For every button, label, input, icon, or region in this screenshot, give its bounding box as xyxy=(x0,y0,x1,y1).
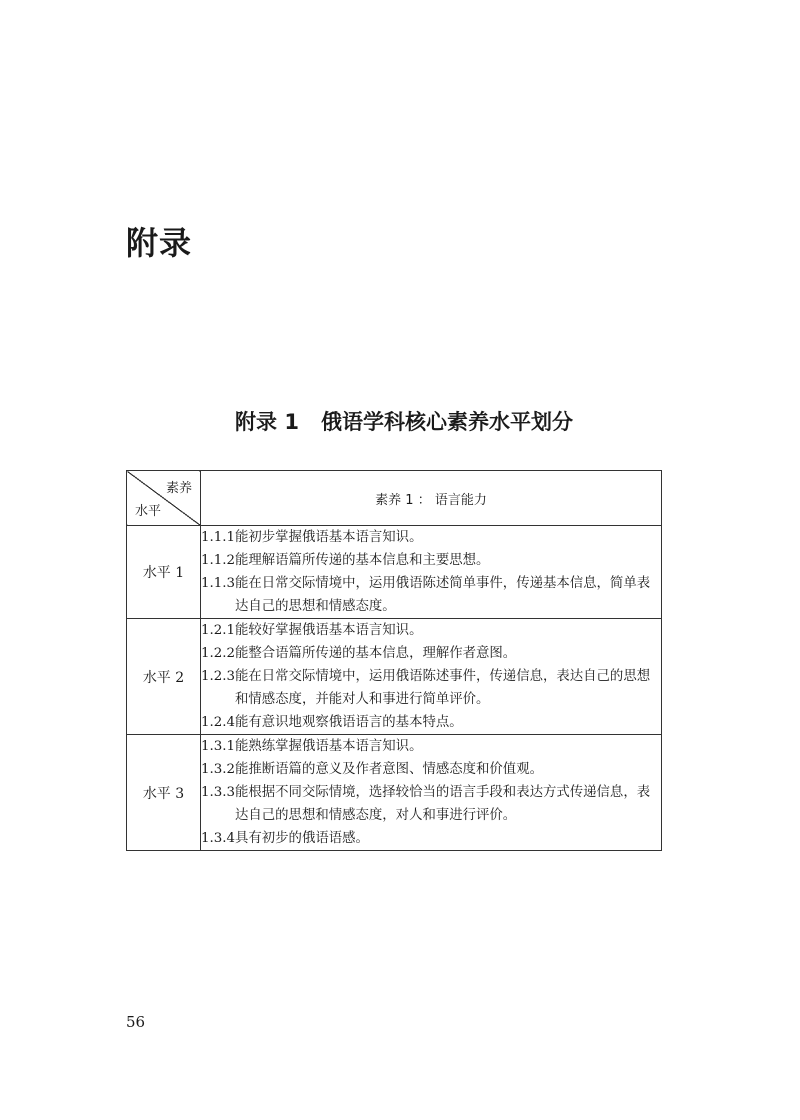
level-label: 水平 3 xyxy=(127,735,201,851)
level-content xyxy=(201,619,662,735)
list-item xyxy=(201,619,661,642)
item-code: 1.1.2 xyxy=(201,553,236,568)
item-text: 能有意识地观察俄语语言的基本特点。 xyxy=(235,715,463,730)
table-title xyxy=(0,404,800,440)
list-item xyxy=(201,781,661,827)
item-text: 能根据不同交际情境，选择较恰当的语言手段和表达方式传递信息，表达自己的思想和情感态度，对人和事进行评价。 xyxy=(235,785,651,823)
table-header-row xyxy=(127,471,662,526)
list-item xyxy=(201,572,661,618)
item-text: 能理解语篇所传递的基本信息和主要思想。 xyxy=(235,553,490,568)
item-code: 1.1.3 xyxy=(201,576,236,591)
level-label: 水平 2 xyxy=(127,619,201,735)
item-text: 能初步掌握俄语基本语言知识。 xyxy=(235,530,423,545)
item-code: 1.2.3 xyxy=(201,669,236,684)
list-item xyxy=(201,665,661,711)
item-text: 能在日常交际情境中，运用俄语陈述事件，传递信息，表达自己的思想和情感态度，并能对人和事进行简单评价。 xyxy=(235,669,651,707)
item-code: 1.2.1 xyxy=(201,623,236,638)
item-code: 1.2.4 xyxy=(201,715,236,730)
list-item xyxy=(201,827,661,850)
corner-label-level: 水平 xyxy=(135,504,162,519)
item-text: 能在日常交际情境中，运用俄语陈述简单事件，传递基本信息，简单表达自己的思想和情感态度。 xyxy=(235,576,651,614)
table-row xyxy=(127,619,662,735)
list-item xyxy=(201,526,661,549)
list-item xyxy=(201,735,661,758)
table-title-number: 附录 1 xyxy=(235,410,299,434)
level-content xyxy=(201,526,662,619)
item-code: 1.3.1 xyxy=(201,739,236,754)
level-label: 水平 1 xyxy=(127,526,201,619)
table-row xyxy=(127,735,662,851)
item-code: 1.1.1 xyxy=(201,530,236,545)
item-code: 1.2.2 xyxy=(201,646,236,661)
item-text: 能推断语篇的意义及作者意图、情感态度和价值观。 xyxy=(235,762,543,777)
page-heading: 附录 xyxy=(126,224,193,262)
item-code: 1.3.4 xyxy=(201,831,236,846)
list-item xyxy=(201,549,661,572)
item-code: 1.3.3 xyxy=(201,785,236,800)
page-number: 56 xyxy=(126,1013,146,1031)
level-content xyxy=(201,735,662,851)
list-item xyxy=(201,642,661,665)
list-item xyxy=(201,711,661,734)
diagonal-header-cell xyxy=(127,471,201,526)
table-title-text: 俄语学科核心素养水平划分 xyxy=(320,410,573,434)
corner-label-literacy: 素养 xyxy=(165,481,192,496)
literacy-level-table xyxy=(126,470,662,851)
item-text: 能整合语篇所传递的基本信息，理解作者意图。 xyxy=(235,646,517,661)
item-text: 能熟练掌握俄语基本语言知识。 xyxy=(235,739,423,754)
column-header-language-ability: 素养 1 ： 语言能力 xyxy=(201,471,662,526)
item-text: 具有初步的俄语语感。 xyxy=(235,831,369,846)
list-item xyxy=(201,758,661,781)
table-row xyxy=(127,526,662,619)
item-code: 1.3.2 xyxy=(201,762,236,777)
item-text: 能较好掌握俄语基本语言知识。 xyxy=(235,623,423,638)
